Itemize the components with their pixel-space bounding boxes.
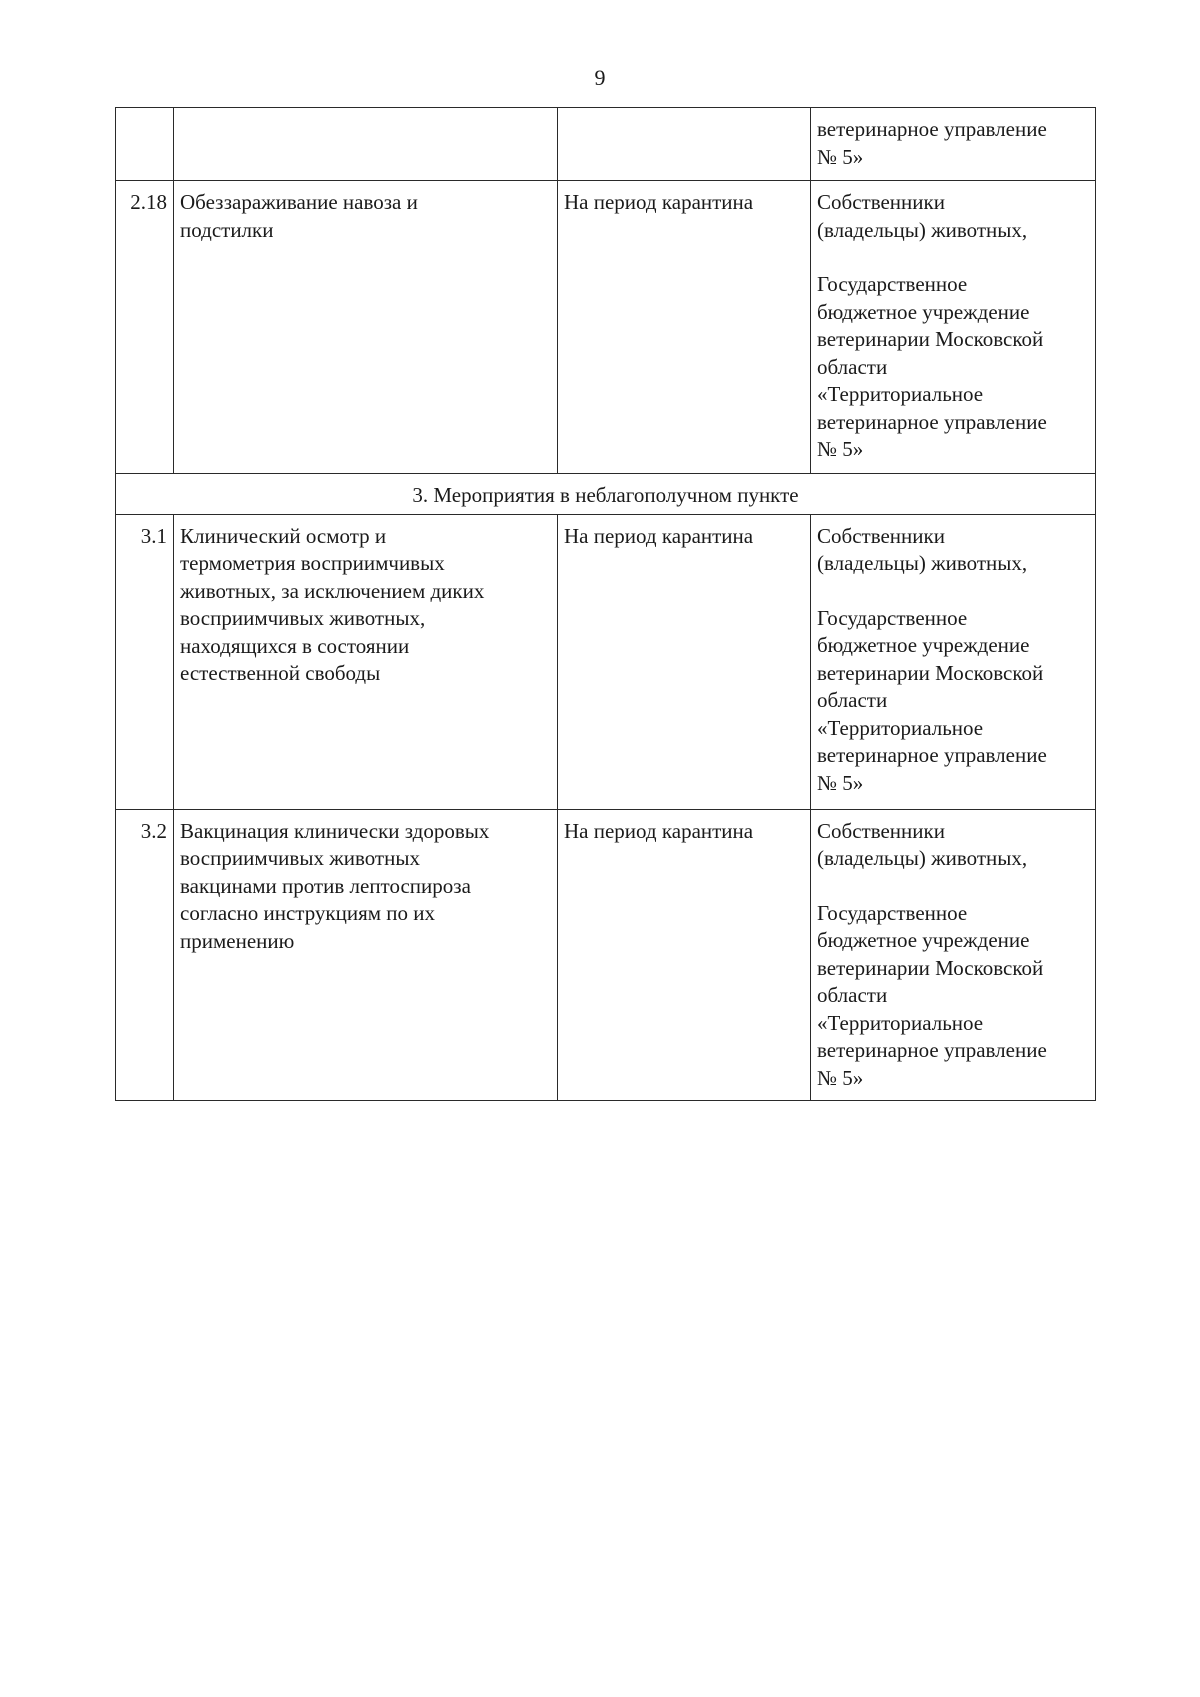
institution-line: № 5»	[817, 770, 864, 795]
action-line: Вакцинация клинически здоровых	[180, 818, 490, 843]
action-line: термометрия восприимчивых	[180, 551, 445, 575]
institution-line: «Территориальное	[817, 715, 984, 740]
institution-line: № 5»	[817, 1065, 864, 1090]
institution-line: области	[817, 688, 888, 712]
cell-responsible	[811, 181, 1096, 474]
action-line: животных, за исключением диких	[180, 578, 485, 603]
cell-number	[116, 108, 174, 181]
owners-line: (владельцы) животных,	[817, 846, 1028, 870]
institution-line: ветеринарии Московской	[817, 660, 1044, 685]
table-row-3-1	[116, 514, 1096, 809]
institution-line: бюджетное учреждение	[817, 299, 1030, 324]
table-section-header	[116, 474, 1096, 515]
institution-line: Государственное	[817, 900, 968, 925]
cell-responsible	[811, 809, 1096, 1100]
cell-period: На период карантина	[558, 809, 811, 1100]
page-number: 9	[594, 65, 606, 90]
responsible-line: ветеринарное управление	[817, 117, 1047, 141]
action-line: подстилки	[180, 217, 274, 242]
institution-line: ветеринарное управление	[817, 409, 1047, 434]
cell-number: 3.1	[116, 514, 174, 809]
measures-table	[115, 107, 1096, 1101]
action-line: находящихся в состоянии	[180, 633, 410, 658]
institution-line: бюджетное учреждение	[817, 633, 1030, 657]
cell-action	[174, 108, 558, 181]
action-line: восприимчивых животных,	[180, 606, 426, 630]
action-line: Обеззараживание навоза и	[180, 190, 418, 214]
owners-line: (владельцы) животных,	[817, 217, 1028, 242]
institution-line: № 5»	[817, 437, 864, 461]
owners-line: Собственники	[817, 190, 945, 214]
institution-line: Государственное	[817, 605, 968, 630]
action-line: Клинический осмотр и	[180, 523, 387, 548]
institution-line: бюджетное учреждение	[817, 928, 1030, 952]
section-title: 3. Мероприятия в неблагополучном пункте	[116, 474, 1096, 515]
institution-line: «Территориальное	[817, 1010, 984, 1035]
institution-line: области	[817, 983, 888, 1007]
cell-number: 2.18	[116, 181, 174, 474]
action-line: вакцинами против лептоспироза	[180, 873, 471, 898]
cell-responsible	[811, 514, 1096, 809]
cell-period: На период карантина	[558, 181, 811, 474]
cell-action	[174, 514, 558, 809]
action-line: применению	[180, 928, 295, 953]
action-line: восприимчивых животных	[180, 846, 420, 870]
responsible-line: № 5»	[817, 144, 864, 169]
table-row-continuation	[116, 108, 1096, 181]
cell-period: На период карантина	[558, 514, 811, 809]
institution-line: ветеринарии Московской	[817, 327, 1044, 351]
action-line: согласно инструкциям по их	[180, 901, 436, 925]
owners-line: Собственники	[817, 818, 945, 843]
cell-period	[558, 108, 811, 181]
table-row-3-2	[116, 809, 1096, 1100]
owners-line: (владельцы) животных,	[817, 551, 1028, 575]
cell-action	[174, 181, 558, 474]
cell-responsible	[811, 108, 1096, 181]
cell-action	[174, 809, 558, 1100]
action-line: естественной свободы	[180, 661, 381, 685]
cell-number: 3.2	[116, 809, 174, 1100]
institution-line: ветеринарное управление	[817, 743, 1047, 767]
institution-line: «Территориальное	[817, 382, 984, 406]
institution-line: ветеринарное управление	[817, 1038, 1047, 1062]
institution-line: области	[817, 354, 888, 379]
institution-line: ветеринарии Московской	[817, 955, 1044, 980]
owners-line: Собственники	[817, 523, 945, 548]
table-row-2-18	[116, 181, 1096, 474]
institution-line: Государственное	[817, 272, 968, 296]
